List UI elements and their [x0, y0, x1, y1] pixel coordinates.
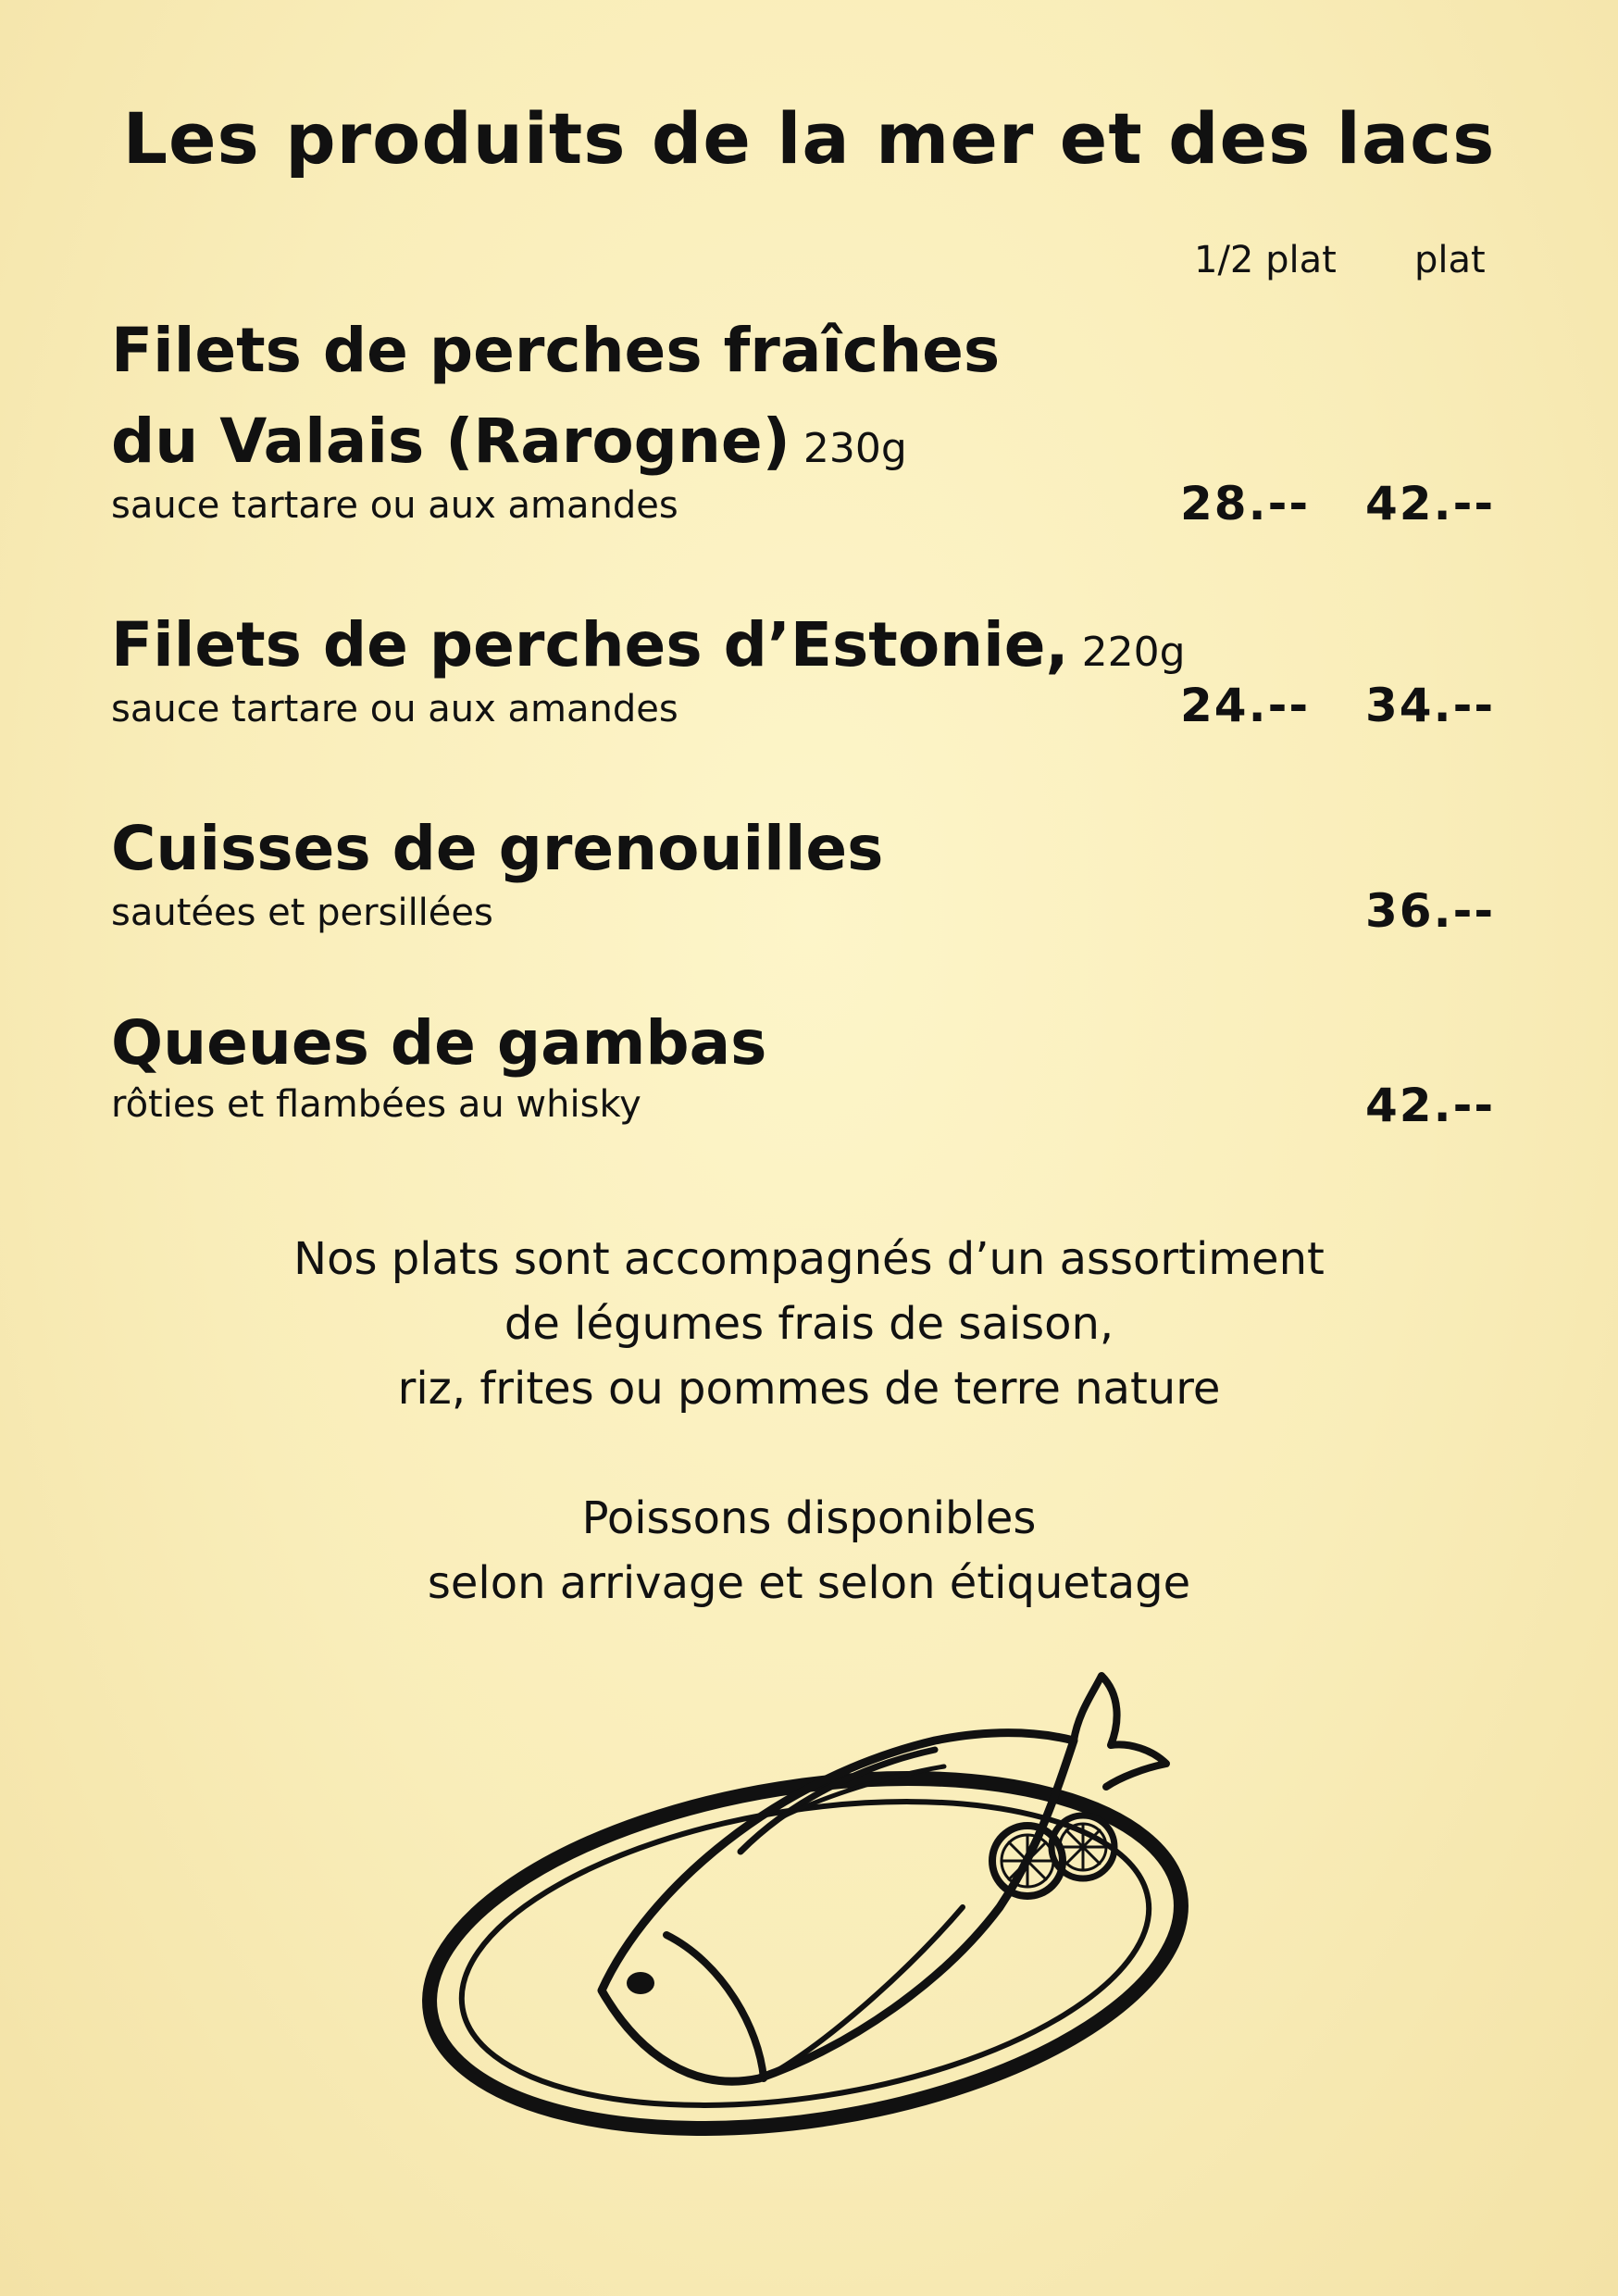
item-title: Cuisses de grenouilles [111, 813, 884, 884]
item-title: Filets de perches fraîches [111, 315, 1001, 386]
price-full: 42.-- [1365, 477, 1496, 530]
item-title [111, 609, 1186, 680]
item-title: Queues de gambas [111, 1007, 767, 1079]
note-line: riz, frites ou pommes de terre nature [397, 1363, 1221, 1415]
accompaniment-note [0, 1227, 1618, 1421]
item-weight: 230g [803, 425, 907, 472]
item-weight: 220g [1081, 629, 1186, 676]
note-line: Nos plats sont accompagnés d’un assortiment [293, 1233, 1325, 1285]
item-title-text: du Valais (Rarogne) [111, 406, 790, 477]
page-title: Les produits de la mer et des lacs [122, 97, 1496, 180]
price-full: 42.-- [1365, 1079, 1496, 1132]
note-line: de légumes frais de saison, [504, 1298, 1114, 1350]
price-half: 28.-- [1180, 477, 1311, 530]
column-header-half: 1/2 plat [1194, 239, 1337, 281]
item-description: sautées et persillées [111, 892, 493, 934]
note-line: selon arrivage et selon étiquetage [427, 1557, 1191, 1609]
price-full: 34.-- [1365, 679, 1496, 732]
item-title-text: Filets de perches d’Estonie, [111, 609, 1069, 680]
availability-note [0, 1486, 1618, 1616]
item-description: rôties et flambées au whisky [111, 1083, 641, 1126]
note-line: Poissons disponibles [581, 1492, 1037, 1544]
fish-plate-icon [389, 1657, 1240, 2157]
item-title-line-2 [111, 406, 907, 477]
item-description: sauce tartare ou aux amandes [111, 484, 678, 527]
item-description: sauce tartare ou aux amandes [111, 688, 678, 730]
price-full: 36.-- [1365, 884, 1496, 938]
price-half: 24.-- [1180, 679, 1311, 732]
column-header-full: plat [1414, 239, 1486, 281]
